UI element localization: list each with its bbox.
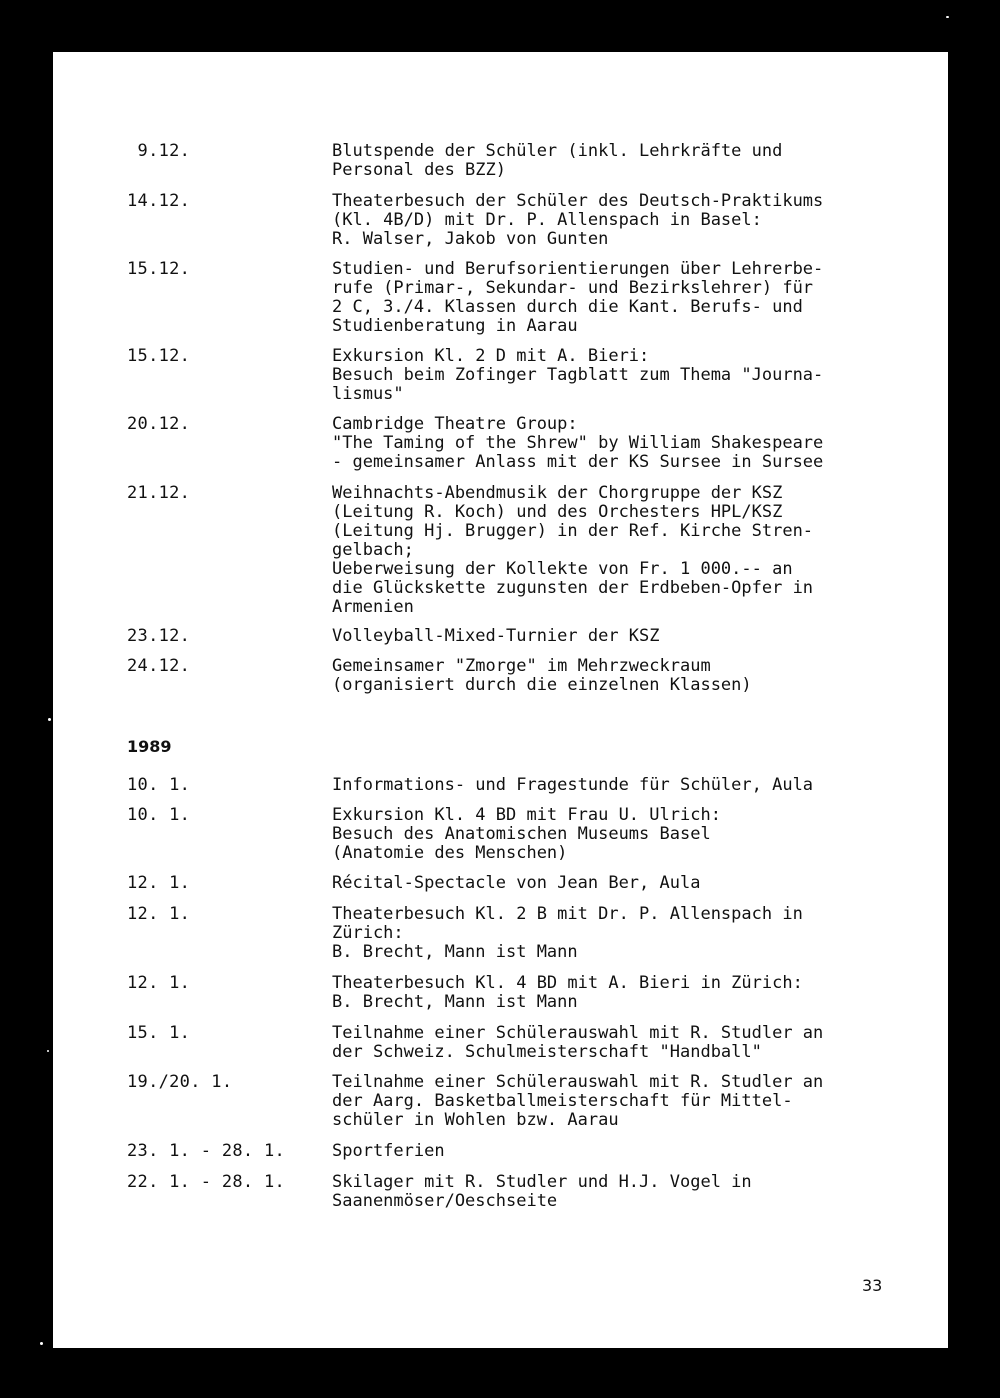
entry-line: Armenien <box>332 597 414 617</box>
entry-line: Sportferien <box>332 1141 445 1161</box>
page-number: 33 <box>862 1276 883 1295</box>
entry-text <box>332 1024 892 1062</box>
entry-date: 15. 1. <box>127 1023 191 1043</box>
year-heading: 1989 <box>127 737 172 756</box>
entry-line: - gemeinsamer Anlass mit der KS Sursee in Sursee <box>332 452 824 472</box>
entry-date: 10. 1. <box>127 805 191 825</box>
entry-text <box>332 1073 892 1130</box>
entry-line: Récital-Spectacle von Jean Ber, Aula <box>332 873 701 893</box>
entry-date: 14.12. <box>127 191 191 211</box>
entry-line: lismus" <box>332 384 404 404</box>
entry-text <box>332 776 892 795</box>
entry-line: schüler in Wohlen bzw. Aarau <box>332 1110 619 1130</box>
entry-line: Teilnahme einer Schülerauswahl mit R. Studler an <box>332 1023 824 1043</box>
entry-line: Theaterbesuch der Schüler des Deutsch-Praktikums <box>332 191 824 211</box>
scan-speck <box>946 16 949 18</box>
entry-line: B. Brecht, Mann ist Mann <box>332 942 578 962</box>
scan-speck <box>40 1342 43 1345</box>
entry-text <box>332 874 892 893</box>
entry-line: Exkursion Kl. 2 D mit A. Bieri: <box>332 346 650 366</box>
entry-line: 2 C, 3./4. Klassen durch die Kant. Berufs- und <box>332 297 803 317</box>
entry-line: der Aarg. Basketballmeisterschaft für Mittel- <box>332 1091 793 1111</box>
entry-text <box>332 1173 892 1211</box>
entry-line: Skilager mit R. Studler und H.J. Vogel in <box>332 1172 752 1192</box>
entry-line: (organisiert durch die einzelnen Klassen) <box>332 675 752 695</box>
entry-text <box>332 415 892 472</box>
entry-date: 15.12. <box>127 346 191 366</box>
entry-text <box>332 627 892 646</box>
entry-text <box>332 484 892 617</box>
entry-date: 21.12. <box>127 483 191 503</box>
entry-text <box>332 905 892 962</box>
entry-date: 12. 1. <box>127 904 191 924</box>
entry-line: gelbach; <box>332 540 414 560</box>
entry-line: Besuch des Anatomischen Museums Basel <box>332 824 711 844</box>
entry-line: Teilnahme einer Schülerauswahl mit R. Studler an <box>332 1072 824 1092</box>
entry-text <box>332 974 892 1012</box>
entry-line: Gemeinsamer "Zmorge" im Mehrzweckraum <box>332 656 711 676</box>
entry-date: 23. 1. - 28. 1. <box>127 1141 286 1161</box>
entry-line: Informations- und Fragestunde für Schüler, Aula <box>332 775 814 795</box>
entry-text <box>332 657 892 695</box>
entry-line: Studien- und Berufsorientierungen über Lehrerbe- <box>332 259 824 279</box>
entry-line: Saanenmöser/Oeschseite <box>332 1191 558 1211</box>
entry-line: Volleyball-Mixed-Turnier der KSZ <box>332 626 660 646</box>
entry-date: 24.12. <box>127 656 191 676</box>
entry-line: Ueberweisung der Kollekte von Fr. 1 000.-- an <box>332 559 793 579</box>
entry-text <box>332 806 892 863</box>
entry-line: Besuch beim Zofinger Tagblatt zum Thema "Journa- <box>332 365 824 385</box>
entry-date: 19./20. 1. <box>127 1072 233 1092</box>
entry-line: R. Walser, Jakob von Gunten <box>332 229 609 249</box>
document-page <box>53 52 948 1348</box>
entry-line: (Leitung Hj. Brugger) in der Ref. Kirche Stren- <box>332 521 814 541</box>
scan-speck <box>47 1050 49 1052</box>
entry-line: Zürich: <box>332 923 404 943</box>
entry-text <box>332 260 892 336</box>
entry-line: Cambridge Theatre Group: <box>332 414 578 434</box>
entry-line: Weihnachts-Abendmusik der Chorgruppe der KSZ <box>332 483 783 503</box>
entry-line: die Glückskette zugunsten der Erdbeben-Opfer in <box>332 578 814 598</box>
entry-line: (Kl. 4B/D) mit Dr. P. Allenspach in Basel: <box>332 210 762 230</box>
entry-date: 22. 1. - 28. 1. <box>127 1172 286 1192</box>
entry-line: Blutspende der Schüler (inkl. Lehrkräfte und <box>332 141 783 161</box>
entry-text <box>332 192 892 249</box>
entry-date: 15.12. <box>127 259 191 279</box>
entry-date: 12. 1. <box>127 873 191 893</box>
entry-line: Personal des BZZ) <box>332 160 506 180</box>
entry-line: Studienberatung in Aarau <box>332 316 578 336</box>
entry-line: B. Brecht, Mann ist Mann <box>332 992 578 1012</box>
entry-line: "The Taming of the Shrew" by William Shakespeare <box>332 433 824 453</box>
entry-date: 10. 1. <box>127 775 191 795</box>
scan-speck <box>48 718 51 721</box>
entry-line: Theaterbesuch Kl. 2 B mit Dr. P. Allenspach in <box>332 904 803 924</box>
entry-date: 12. 1. <box>127 973 191 993</box>
entry-line: (Anatomie des Menschen) <box>332 843 568 863</box>
entry-text <box>332 347 892 404</box>
entry-text <box>332 142 892 180</box>
entry-line: Exkursion Kl. 4 BD mit Frau U. Ulrich: <box>332 805 721 825</box>
entry-date: 20.12. <box>127 414 191 434</box>
entry-line: der Schweiz. Schulmeisterschaft "Handball" <box>332 1042 762 1062</box>
entry-date: 23.12. <box>127 626 191 646</box>
entry-line: (Leitung R. Koch) und des Orchesters HPL/KSZ <box>332 502 783 522</box>
entry-line: Theaterbesuch Kl. 4 BD mit A. Bieri in Zürich: <box>332 973 803 993</box>
entry-line: rufe (Primar-, Sekundar- und Bezirkslehrer) für <box>332 278 814 298</box>
entry-text <box>332 1142 892 1161</box>
entry-date: 9.12. <box>127 141 191 161</box>
